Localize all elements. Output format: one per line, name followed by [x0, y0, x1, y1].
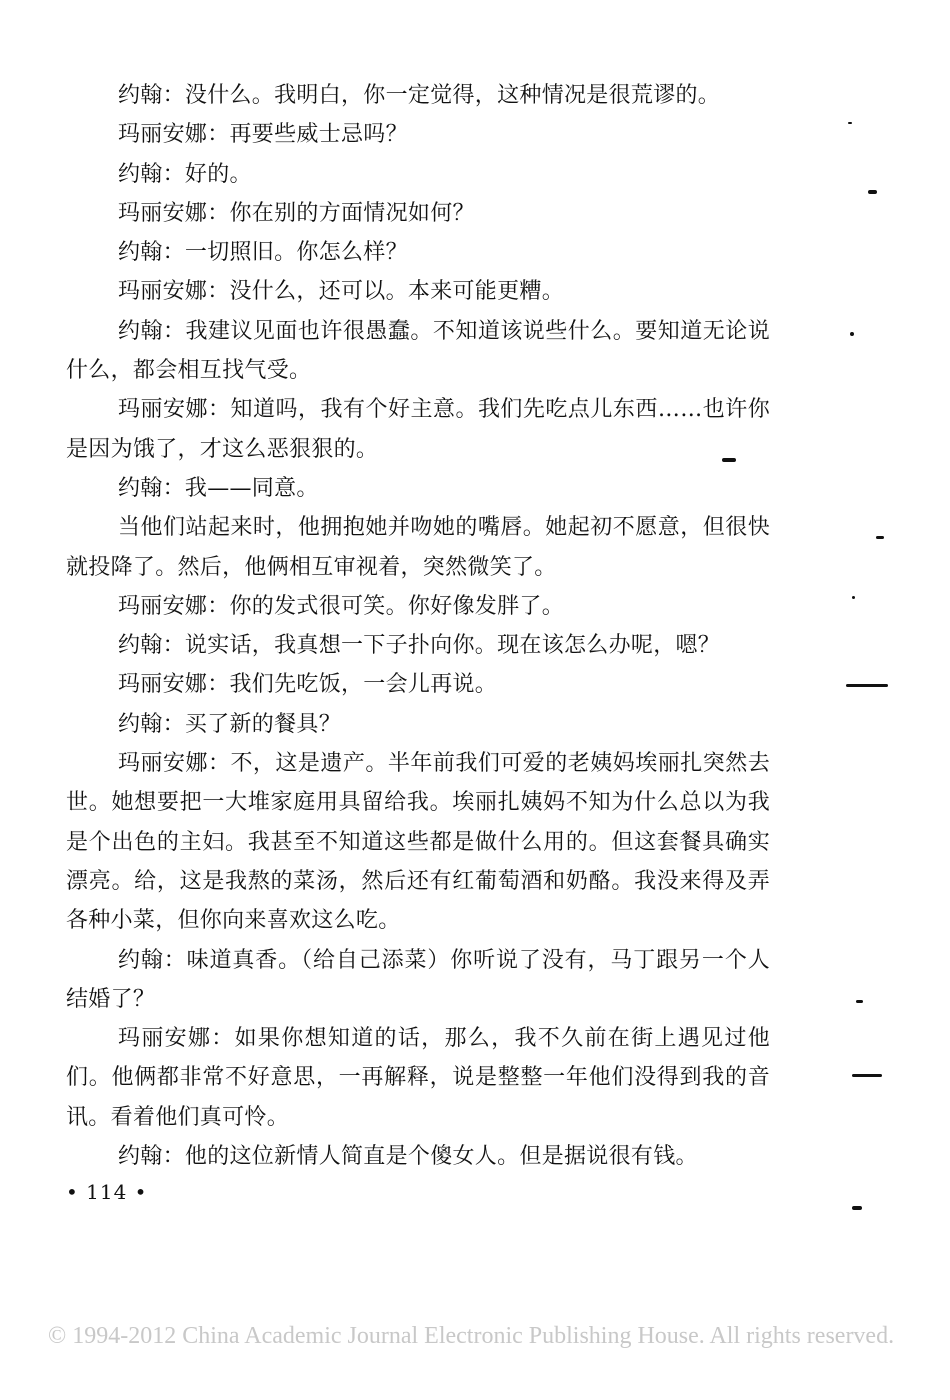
paragraph: 约翰：我——同意。	[118, 475, 319, 501]
paragraph: 玛丽安娜：知道吗，我有个好主意。我们先吃点儿东西……也许你是因为饿了，才这么恶狠狠的。	[66, 397, 770, 462]
page-number: • 114 •	[66, 1180, 148, 1204]
paragraph: 玛丽安娜：再要些威士忌吗？	[118, 122, 408, 148]
scan-speck	[852, 1206, 862, 1210]
paragraph: 约翰：没什么。我明白，你一定觉得，这种情况是很荒谬的。	[118, 83, 721, 108]
paragraph: 约翰：一切照旧。你怎么样？	[118, 240, 408, 266]
paragraph: 玛丽安娜：不，这是遗产。半年前我们可爱的老姨妈埃丽扎突然去世。她想要把一大堆家庭用具留给我。埃丽扎姨妈不知为什么总以为我是个出色的主妇。我甚至不知道这些都是做什么用的。但这套餐具确实漂亮。给，这是我熬的菜汤，然后还有红葡萄酒和奶酪。我没来得及弄各种小菜，但你向来喜欢这么吃。	[66, 751, 770, 934]
copyright-notice: © 1994-2012 China Academic Journal Electronic Publishing House. All rights reserved.	[48, 1323, 895, 1349]
scan-speck	[868, 190, 877, 194]
paragraph: 玛丽安娜：你的发式很可笑。你好像发胖了。	[118, 593, 565, 619]
scan-speck	[846, 684, 888, 687]
paragraph: 约翰：说实话，我真想一下子扑向你。现在该怎么办呢，嗯？	[118, 633, 721, 659]
paragraph: 玛丽安娜：没什么，还可以。本来可能更糟。	[118, 279, 565, 305]
scan-speck	[848, 122, 852, 124]
paragraph: 当他们站起来时，他拥抱她并吻她的嘴唇。她起初不愿意，但很快就投降了。然后，他俩相互审视着，突然微笑了。	[66, 515, 770, 580]
paragraph: 约翰：我建议见面也许很愚蠢。不知道该说些什么。要知道无论说什么，都会相互找气受。	[66, 318, 770, 384]
scan-speck	[852, 596, 855, 599]
scan-speck	[722, 458, 736, 462]
dialogue-text	[66, 76, 770, 1176]
paragraph: 约翰：味道真香。（给自己添菜）你听说了没有，马丁跟另一个人结婚了？	[66, 947, 770, 1012]
paragraph: 玛丽安娜：如果你想知道的话，那么，我不久前在街上遇见过他们。他俩都非常不好意思，一再解释，说是整整一年他们没得到我的音讯。看着他们真可怜。	[66, 1026, 770, 1130]
scan-speck	[850, 332, 854, 336]
paragraph: 玛丽安娜：我们先吃饭，一会儿再说。	[118, 672, 498, 698]
paragraph: 约翰：买了新的餐具？	[118, 711, 342, 737]
paragraph: 约翰：好的。	[118, 161, 252, 187]
scan-speck	[856, 1000, 863, 1003]
scan-speck	[852, 1074, 882, 1077]
scan-speck	[876, 536, 884, 539]
paragraph: 玛丽安娜：你在别的方面情况如何？	[118, 200, 475, 226]
paragraph: 约翰：他的这位新情人简直是个傻女人。但是据说很有钱。	[118, 1144, 698, 1170]
